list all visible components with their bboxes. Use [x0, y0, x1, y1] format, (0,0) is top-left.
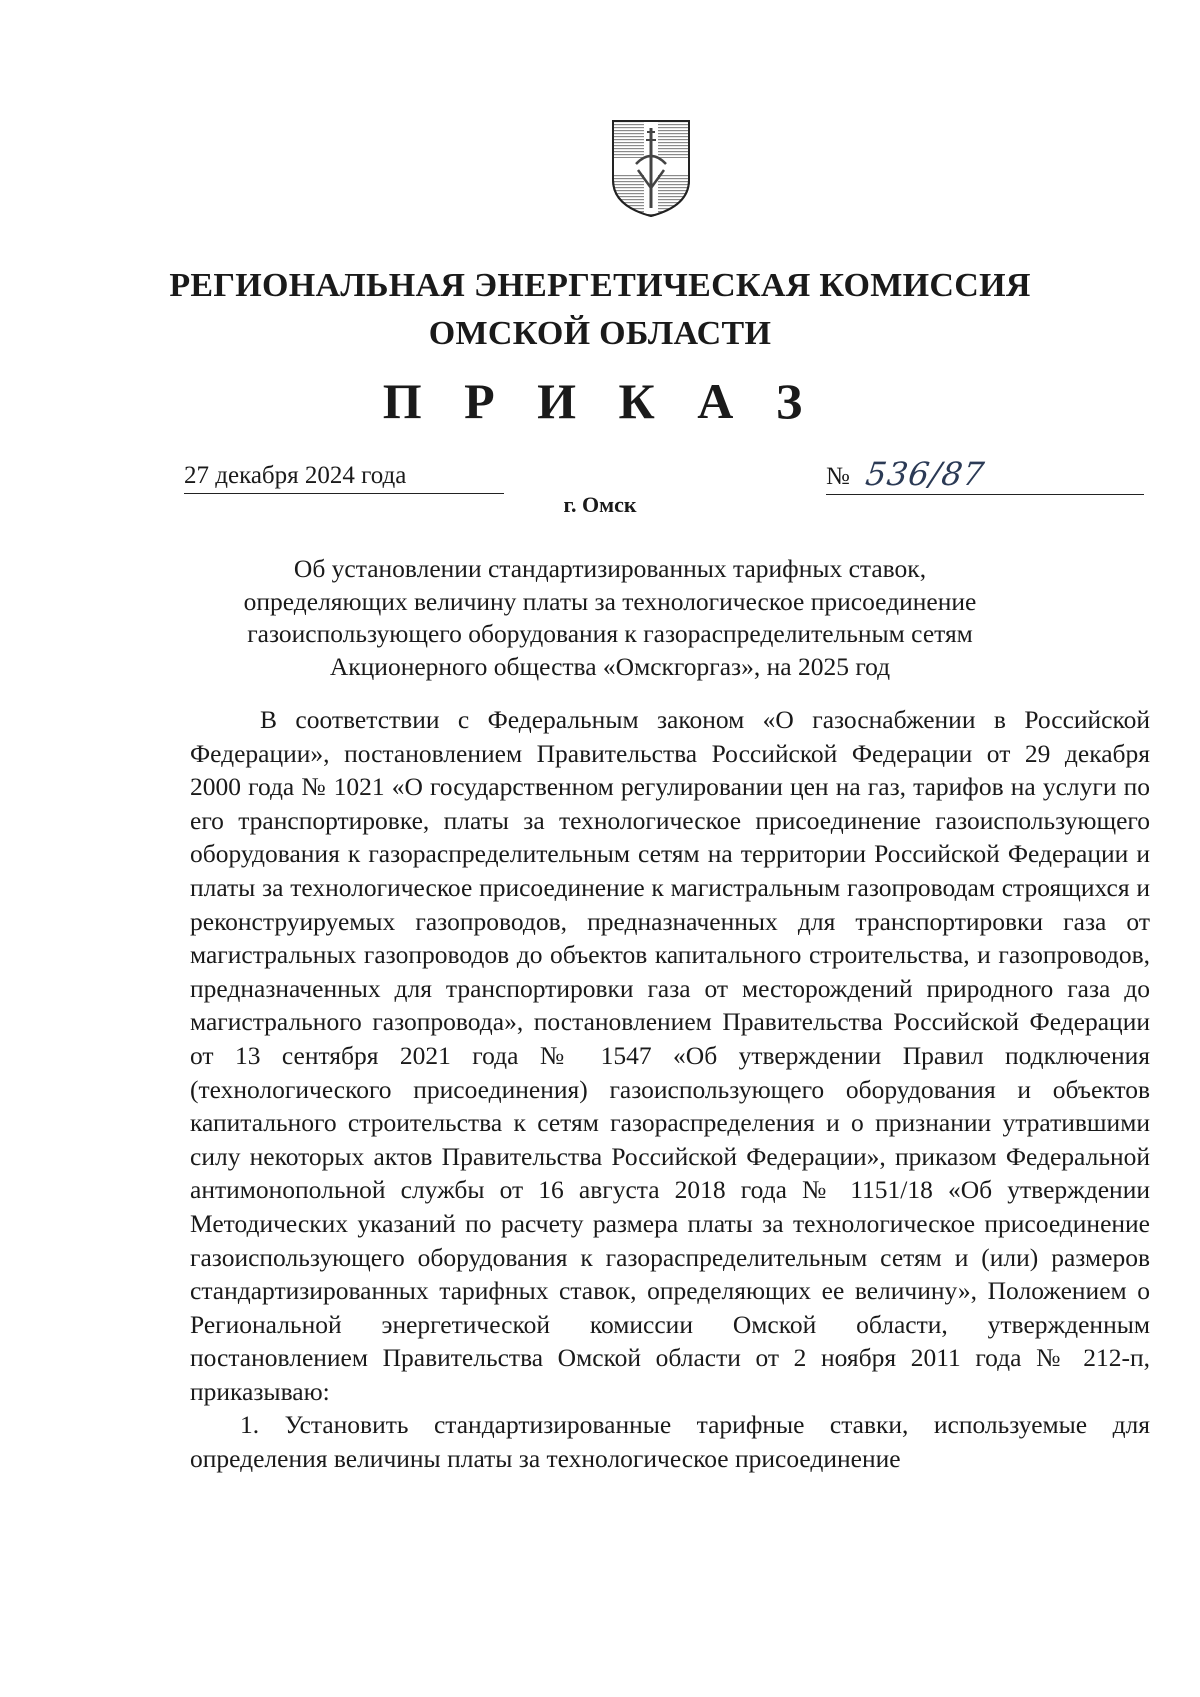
handwritten-number: 536/87 [863, 455, 988, 493]
authority-line-2: ОМСКОЙ ОБЛАСТИ [428, 315, 772, 352]
authority-line-1: РЕГИОНАЛЬНАЯ ЭНЕРГЕТИЧЕСКАЯ КОМИССИЯ [169, 267, 1031, 304]
body-paragraph-item-1: 1. Установить стандартизированные тарифные ставки, используемые для определения величины платы за технологическое присоединение [190, 1410, 1150, 1474]
document-body [190, 703, 1150, 1476]
body-paragraph-legal-basis: В соответствии с Федеральным законом «О газоснабжении в Российской Федерации», постановлением Правительства Российской Федерации от 29 декабря 2000 года № 1021 «О государственном регулировании цен на газ, тарифов на услуги по его транспортировке, платы за технологическое присоединение газоиспользующего оборудования к газораспределительным сетям на территории Российской Федерации и платы за технологическое присоединение к магистральным газопроводам строящихся и реконструируемых газопроводов, предназначенных для транспортировки газа от магистральных газопроводов до объектов капитального строительства, и газопроводов, предназначенных для транспортировки газа от месторождений природного газа до магистрального газопровода», постановлением Правительства Российской Федерации от 13 сентября 2021 года № 1547 «Об утверждении Правил подключения (технологического присоединения) газоиспользующего оборудования и объектов капитального строительства к сетям газораспределения и о признании утратившими силу некоторых актов Правительства Российской Федерации», приказом Федеральной антимонопольной службы от 16 августа 2018 года № 1151/18 «Об утверждении Методических указаний по расчету размера платы за технологическое присоединение газоиспользующего оборудования к газораспределительным сетям и (или) размеров стандартизированных тарифных ставок, определяющих ее величину», Положением о Региональной энергетической комиссии Омской области, утвержденным постановлением Правительства Омской области от 2 ноября 2011 года № 212-п, приказываю: [190, 705, 1150, 1406]
document-city: г. Омск [563, 492, 637, 517]
omsk-coat-of-arms-icon [610, 118, 692, 218]
number-sign: № [826, 463, 850, 490]
document-number [826, 452, 1144, 495]
document-date: 27 декабря 2024 года [184, 462, 504, 494]
authority-name [150, 262, 1050, 358]
document-type-title: П Р И К А З [382, 373, 818, 429]
document-subject: Об установлении стандартизированных тарифных ставок, определяющих величину платы за технологическое присоединение газоиспользующего оборудования к газораспределительным сетям Акционерного общества «Омскгоргаз», на 2025 год [243, 554, 977, 681]
